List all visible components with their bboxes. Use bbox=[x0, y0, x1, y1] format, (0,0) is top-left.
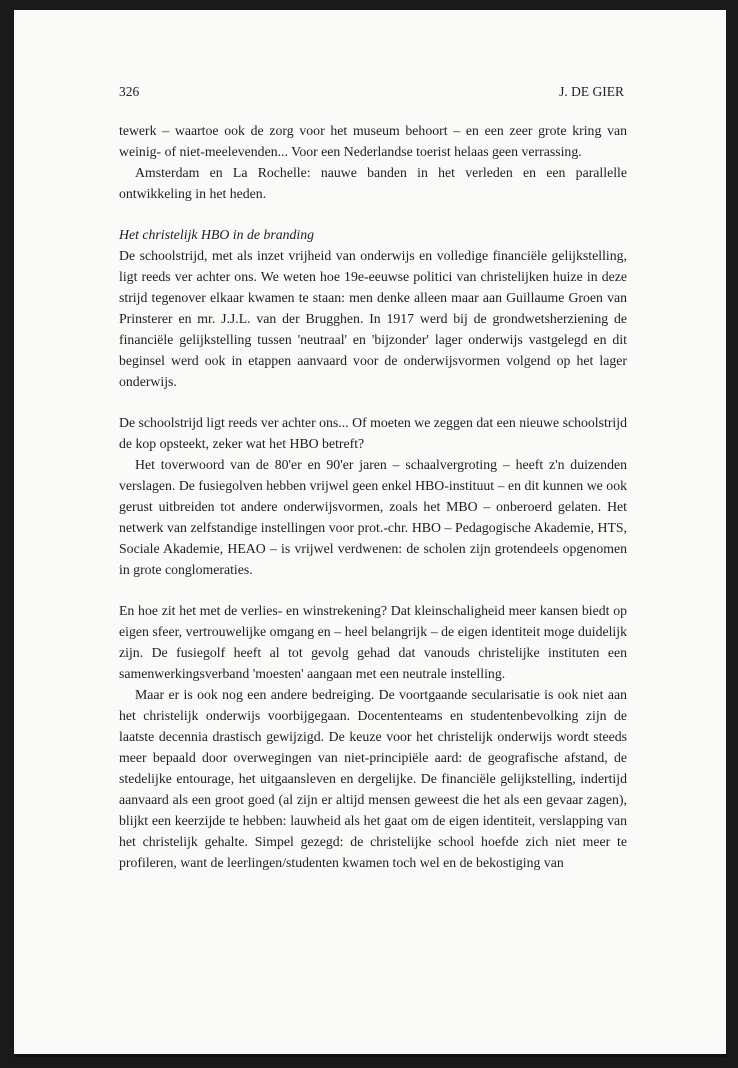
paragraph: De schoolstrijd, met als inzet vrijheid van onderwijs en volledige financiële gelijkstelling, ligt reeds ver achter ons. We weten hoe 19e-eeuwse politici van christelijken huize in deze strijd tegenover elkaar kwamen te staan: men denke alleen maar aan Guillaume Groen van Prinsterer en mr. J.J.L. van der Brugghen. In 1917 werd bij de grondwetsherziening de financiële gelijkstelling tussen 'neutraal' en 'bijzonder' lager onderwijs vastgelegd en dit beginsel werd ook in etappen aanvaard voor de onderwijsvormen volgend op het lager onderwijs. bbox=[119, 248, 627, 389]
paragraph: En hoe zit het met de verlies- en winstrekening? Dat kleinschaligheid meer kansen biedt op eigen sfeer, vertrouwelijke omgang en – heel belangrijk – de eigen identiteit moge duidelijk zijn. De fusiegolf heeft al tot gevolg gehad dat vanouds christelijke instituten een samenwerkingsverband 'moesten' aangaan met een neutrale instelling. bbox=[119, 603, 627, 681]
paragraph: De schoolstrijd ligt reeds ver achter ons... Of moeten we zeggen dat een nieuwe schoolstrijd de kop opsteekt, zeker wat het HBO betreft? bbox=[119, 415, 627, 451]
running-title: J. DE GIER bbox=[559, 84, 624, 99]
page-number: 326 bbox=[119, 84, 140, 99]
paragraph: Het toverwoord van de 80'er en 90'er jaren – schaalvergroting – heeft z'n duizenden verslagen. De fusiegolven hebben vrijwel geen enkel HBO-instituut – en dit kunnen we ook gerust uitbreiden tot andere onderwijsvormen, zoals het MBO – onberoerd gelaten. Het netwerk van zelfstandige instellingen voor prot.-chr. HBO – Pedagogische Akademie, HTS, Sociale Akademie, HEAO – is vrijwel verdwenen: de scholen zijn grotendeels opgenomen in grote conglomeraties. bbox=[119, 457, 627, 577]
book-page bbox=[14, 10, 726, 1057]
paragraph: Amsterdam en La Rochelle: nauwe banden in het verleden en een parallelle ontwikkeling in het heden. bbox=[119, 165, 627, 201]
section-heading: Het christelijk HBO in de branding bbox=[119, 227, 315, 242]
paragraph: tewerk – waartoe ook de zorg voor het museum behoort – en een zeer grote kring van weinig- of niet-meelevenden... Voor een Nederlandse toerist helaas geen verrassing. bbox=[119, 123, 627, 159]
running-header bbox=[119, 84, 624, 100]
paragraph: Maar er is ook nog een andere bedreiging. De voortgaande secularisatie is ook niet aan het christelijk onderwijs voorbijgegaan. Docententeams en studentenbevolking zijn de laatste decennia drastisch gewijzigd. De keuze voor het christelijk onderwijs wordt steeds meer bepaald door overwegingen van niet-principiële aard: de geografische afstand, de stedelijke entourage, het uitgaansleven en dergelijke. De financiële gelijkstelling, indertijd aanvaard als een groot goed (al zijn er altijd mensen geweest die het als een gevaar zagen), blijkt een keerzijde te hebben: lauwheid als het gaat om de eigen identiteit, verslapping van het christelijk gehalte. Simpel gezegd: de christelijke school hoefde zich niet meer te profileren, want de leerlingen/studenten kwamen toch wel en de bekostiging van bbox=[119, 687, 627, 870]
body-text bbox=[119, 120, 627, 873]
